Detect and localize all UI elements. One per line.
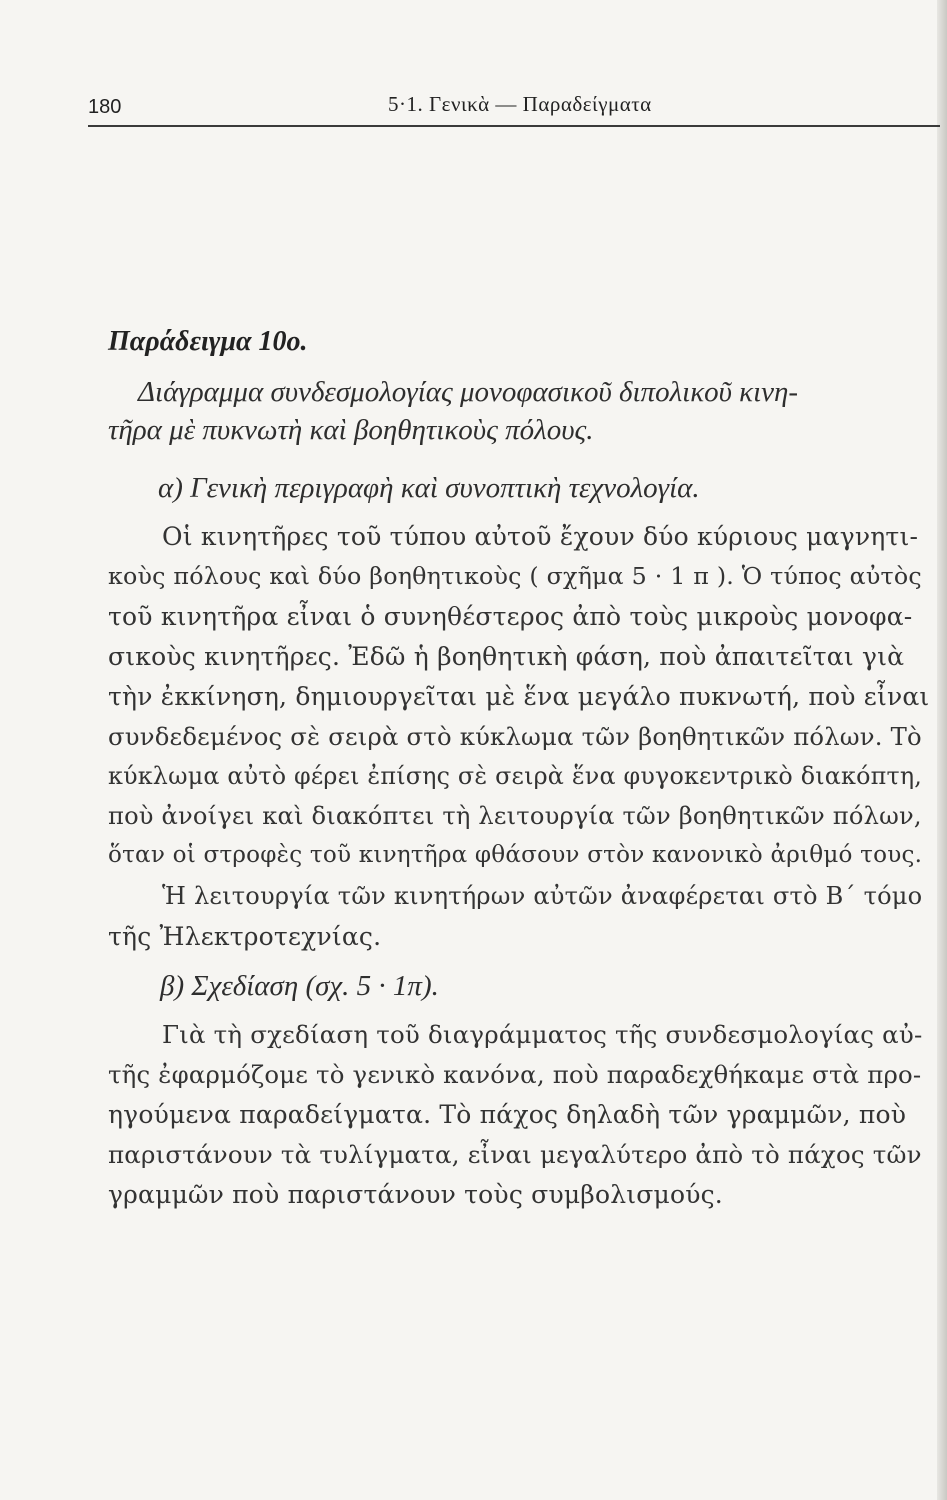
- example-title: Παράδειγμα 10ο.: [108, 326, 308, 357]
- header-rule: [88, 125, 940, 127]
- paragraph-line: κύκλωμα αὐτὸ φέρει ἐπίσης σὲ σειρὰ ἕνα φυγοκεντρικὸ διακόπτη,: [108, 762, 923, 790]
- paragraph-line: ὅταν οἱ στροφὲς τοῦ κινητῆρα φθάσουν στὸν κανονικὸ ἀριθμό τους.: [108, 842, 923, 868]
- example-subtitle-line-2: τῆρα μὲ πυκνωτὴ καὶ βοηθητικοὺς πόλους.: [108, 414, 594, 446]
- paragraph-line: Γιὰ τὴ σχεδίαση τοῦ διαγράμματος τῆς συνδεσμολογίας αὐ-: [162, 1020, 923, 1049]
- section-b-heading: β) Σχεδίαση (σχ. 5 · 1π).: [160, 970, 439, 1002]
- paragraph-line: Ἡ λειτουργία τῶν κινητήρων αὐτῶν ἀναφέρεται στὸ Β΄ τόμο: [162, 882, 923, 910]
- paragraph-line: τῆς ἐφαρμόζομε τὸ γενικὸ κανόνα, ποὺ παραδεχθήκαμε στὰ προ-: [108, 1060, 922, 1089]
- page-header: [88, 92, 947, 124]
- paragraph-line: τῆς Ἠλεκτροτεχνίας.: [108, 922, 382, 951]
- paragraph-line: συνδεδεμένος σὲ σειρὰ στὸ κύκλωμα τῶν βοηθητικῶν πόλων. Τὸ: [108, 722, 922, 751]
- paragraph-line: σικοὺς κινητῆρες. Ἐδῶ ἡ βοηθητικὴ φάση, ποὺ ἀπαιτεῖται γιὰ: [108, 642, 905, 671]
- section-a-heading: α) Γενικὴ περιγραφὴ καὶ συνοπτικὴ τεχνολογία.: [158, 472, 700, 504]
- paragraph-line: παριστάνουν τὰ τυλίγματα, εἶναι μεγαλύτερο ἀπὸ τὸ πάχος τῶν: [108, 1140, 922, 1169]
- example-subtitle-line-1: Διάγραμμα συνδεσμολογίας μονοφασικοῦ διπολικοῦ κινη-: [138, 376, 799, 408]
- paragraph-line: γραμμῶν ποὺ παριστάνουν τοὺς συμβολισμούς.: [108, 1180, 723, 1209]
- paragraph-line: τοῦ κινητῆρα εἶναι ὁ συνηθέστερος ἀπὸ τοὺς μικροὺς μονοφα-: [108, 602, 913, 631]
- running-head: 5·1. Γενικὰ — Παραδείγματα: [388, 92, 652, 116]
- page-number: 180: [88, 96, 122, 118]
- paragraph-line: τὴν ἐκκίνηση, δημιουργεῖται μὲ ἕνα μεγάλο πυκνωτή, ποὺ εἶναι: [108, 682, 930, 711]
- paragraph-line: κοὺς πόλους καὶ δύο βοηθητικοὺς ( σχῆμα 5 · 1 π ). Ὁ τύπος αὐτὸς: [108, 562, 922, 590]
- paragraph-line: ηγούμενα παραδείγματα. Τὸ πάχος δηλαδὴ τῶν γραμμῶν, ποὺ: [108, 1100, 907, 1129]
- paragraph-line: ποὺ ἀνοίγει καὶ διακόπτει τὴ λειτουργία τῶν βοηθητικῶν πόλων,: [108, 802, 922, 830]
- page-spine-shadow: [937, 0, 947, 1500]
- paragraph-line: Οἱ κινητῆρες τοῦ τύπου αὐτοῦ ἔχουν δύο κύριους μαγνητι-: [162, 522, 919, 551]
